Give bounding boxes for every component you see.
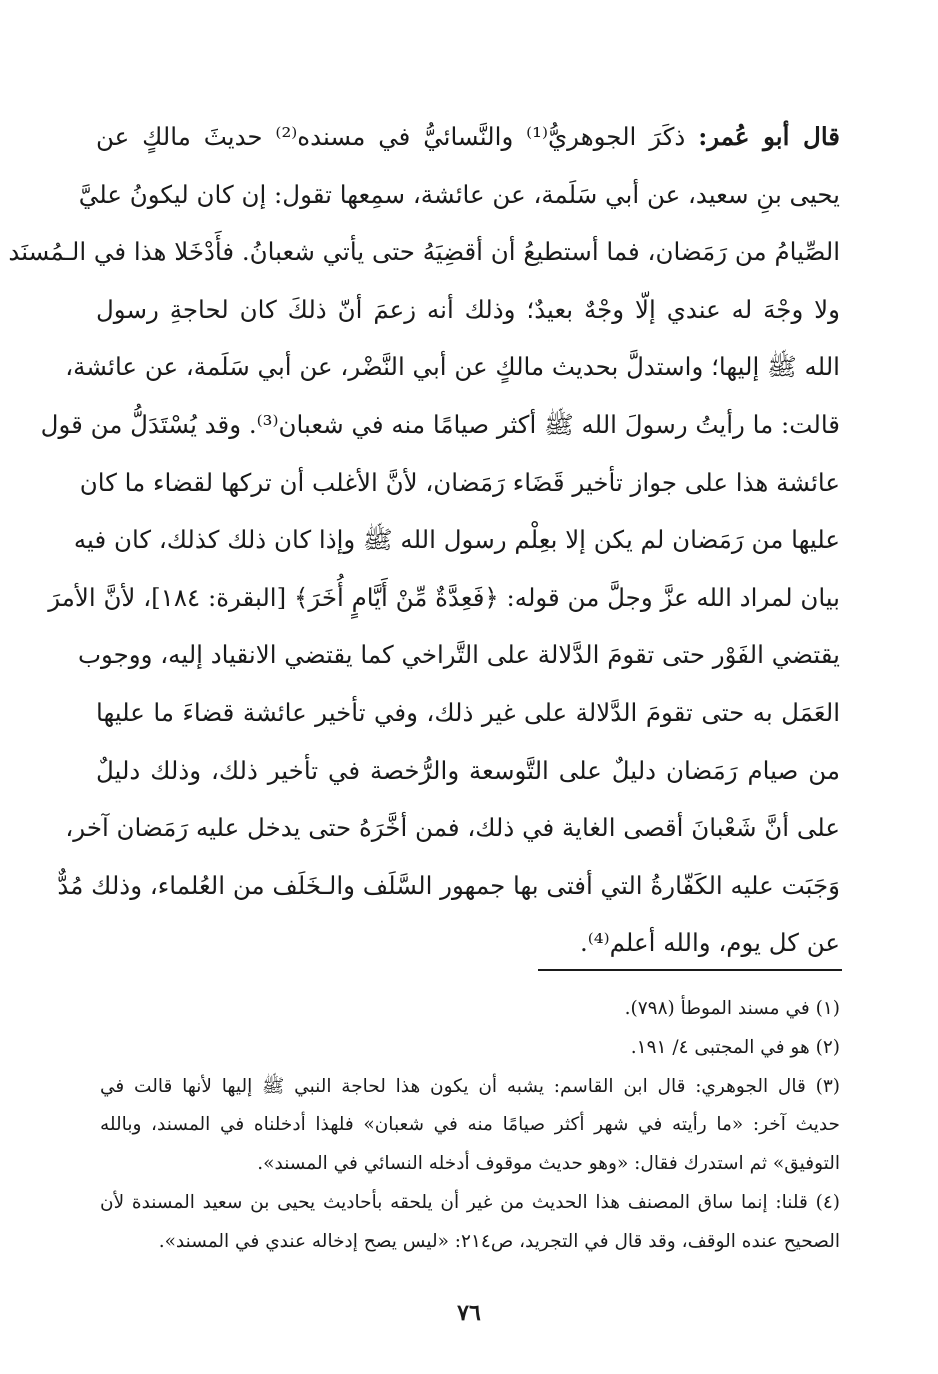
footnote-2: [100, 1029, 840, 1068]
text-fragment: ذكَرَ الجوهريُّ⁽¹⁾ والنَّسائيُّ في مسنده⁽²⁾ حديثَ مالكٍ عن: [96, 122, 686, 151]
text-line: يحيى بنِ سعيد، عن أبي سَلَمة، عن عائشة، سمِعها تقول: إن كان ليكونُ عليَّ: [78, 179, 840, 209]
text-line: الله ﷺ إليها؛ واستدلَّ بحديث مالكٍ عن أبي النَّضْر، عن أبي سَلَمة، عن عائشة،: [65, 352, 840, 382]
text-line: الصِّيامُ من رَمَضان، فما أستطيعُ أن أقضِيَهُ حتى يأتي شعبانُ. فأَدْخَلا هذا في الـمُسنَد: [8, 237, 840, 267]
footnotes: [100, 990, 840, 1262]
footnote-line: الصحيح عنده الوقف، وقد قال في التجريد، ص٢١٤: «ليس يصح إدخاله عندي في المسند».: [158, 1230, 840, 1252]
text-line: على أنَّ شَعْبانَ أقصى الغاية في ذلك، فمن أخَّرَهُ حتى يدخل عليه رَمَضان آخر،: [65, 813, 840, 843]
text-line: وَجَبَت عليه الكَفّارةُ التي أفتى بها جمهور السَّلَف والـخَلَف من العُلماء، وذلك مُدٌّ: [57, 870, 840, 900]
footnote-1: [100, 990, 840, 1029]
footnote-line: (٣) قال الجوهري: قال ابن القاسم: يشبه أن يكون هذا لحاجة النبي ﷺ إليها لأنها قالت في: [100, 1075, 840, 1097]
text-line: [96, 108, 840, 166]
lead-phrase: قال أبو عُمر:: [698, 122, 840, 151]
footnote-line: (٢) هو في المجتبى ٤/ ١٩١.: [630, 1036, 840, 1058]
footnote-line: (١) في مسند الموطأ (٧٩٨).: [624, 998, 840, 1019]
text-line: بيان لمراد الله عزَّ وجلَّ من قوله: ﴿فَعِدَّةٌ مِّنْ أَيَّامٍ أُخَرَ﴾ [البقرة: ١٨٤]، لأنَّ الأمرَ: [48, 582, 840, 612]
footnote-line: حديث آخر: «ما رأيته في شهر أكثر صيامًا منه في شعبان» فلهذا أدخلناه في المسند، وبالله: [100, 1114, 840, 1136]
footnote-line: التوفيق» ثم استدرك فقال: «وهو حديث موقوف أدخله النسائي في المسند».: [257, 1153, 840, 1175]
text-line: عن كل يوم، والله أعلم⁽⁴⁾.: [579, 928, 840, 958]
text-line: ولا وجْهَ له عندي إلّا وجْهٌ بعيدٌ؛ وذلك أنه زعمَ أنّ ذلكَ كان لحاجةِ رسول: [96, 294, 840, 324]
main-text: [8, 108, 840, 972]
text-line: عائشة هذا على جواز تأخير قَضَاء رَمَضان، لأنَّ الأغلب أن تركها لقضاء ما كان: [79, 467, 840, 497]
text-line: العَمَل به حتى تقومَ الدَّلالة على غير ذلك، وفي تأخير عائشة قضاءَ ما عليها: [96, 697, 840, 727]
page-number: ٧٦: [457, 1300, 481, 1326]
footnote-3: [100, 1068, 840, 1184]
text-line: قالت: ما رأيتُ رسولَ الله ﷺ أكثر صيامًا منه في شعبان⁽³⁾. وقد يُسْتَدَلُّ من قول: [40, 409, 840, 439]
footnote-4: [100, 1184, 840, 1262]
text-line: يقتضي الفَوْر حتى تقومَ الدَّلالة على التَّراخي كما يقتضي الانقياد إليه، ووجوب: [77, 640, 840, 670]
footnote-line: (٤) قلنا: إنما ساق المصنف هذا الحديث من غير أن يلحقه بأحاديث يحيى بن سعيد المسندة لأن: [100, 1191, 840, 1213]
footnote-divider: [538, 969, 842, 971]
text-line: من صيام رَمَضان دليلٌ على التَّوسعة والرُّخصة في تأخير ذلك، وذلك دليلٌ: [96, 755, 840, 785]
text-line: عليها من رَمَضان لم يكن إلا بعِلْم رسول الله ﷺ وإذا كان ذلك كذلك، كان فيه: [73, 525, 840, 555]
